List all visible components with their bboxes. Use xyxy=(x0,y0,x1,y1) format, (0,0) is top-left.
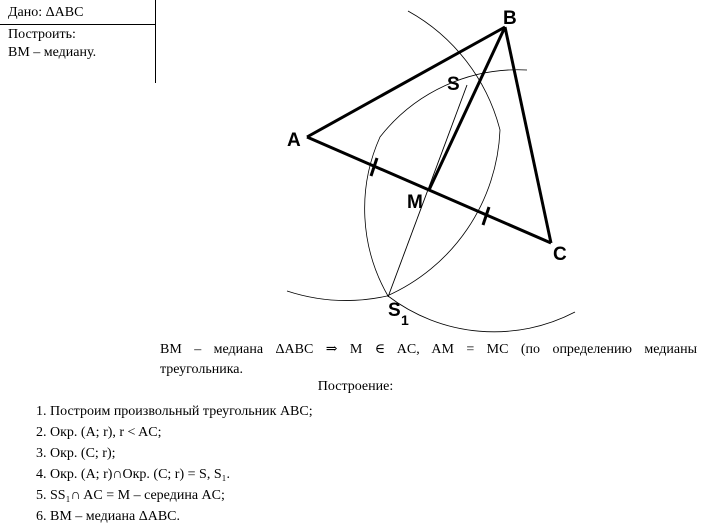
median-bm xyxy=(429,27,505,190)
label-m: M xyxy=(407,192,423,213)
side-bc xyxy=(505,27,551,243)
line-s-s1 xyxy=(388,85,467,297)
label-c: C xyxy=(553,244,567,265)
proof-text: BM – медиана ΔABC ⇒ M ∈ AC, AM = MC (по определению медианы треугольника. xyxy=(160,342,697,377)
construct-label: Построить: xyxy=(8,27,76,42)
construction-steps xyxy=(36,401,313,527)
given-line: Дано: ΔABC xyxy=(8,5,84,20)
construction-step: 3. Окр. (C; r); xyxy=(36,446,116,461)
construction-step: 2. Окр. (A; r), r < AC; xyxy=(36,425,162,440)
construction-step: 6. BM – медиана ΔABC. xyxy=(36,509,180,524)
label-s1-subscript: 1 xyxy=(401,312,409,328)
label-s: S xyxy=(447,74,460,95)
label-b: B xyxy=(503,8,517,29)
label-a: A xyxy=(287,130,301,151)
construction-step: 4. Окр. (A; r)∩Окр. (C; r) = S, S₁. xyxy=(36,467,230,482)
side-ab xyxy=(307,27,505,137)
construction-title: Построение: xyxy=(317,379,394,394)
construction-step: 5. SS₁∩ AC = M – середина AC; xyxy=(36,488,225,503)
construct-target: BM – медиану. xyxy=(8,45,97,60)
label-s1: S xyxy=(388,300,401,321)
construction-step: 1. Построим произвольный треугольник ABC; xyxy=(36,404,313,419)
arc-center-a xyxy=(287,11,500,300)
